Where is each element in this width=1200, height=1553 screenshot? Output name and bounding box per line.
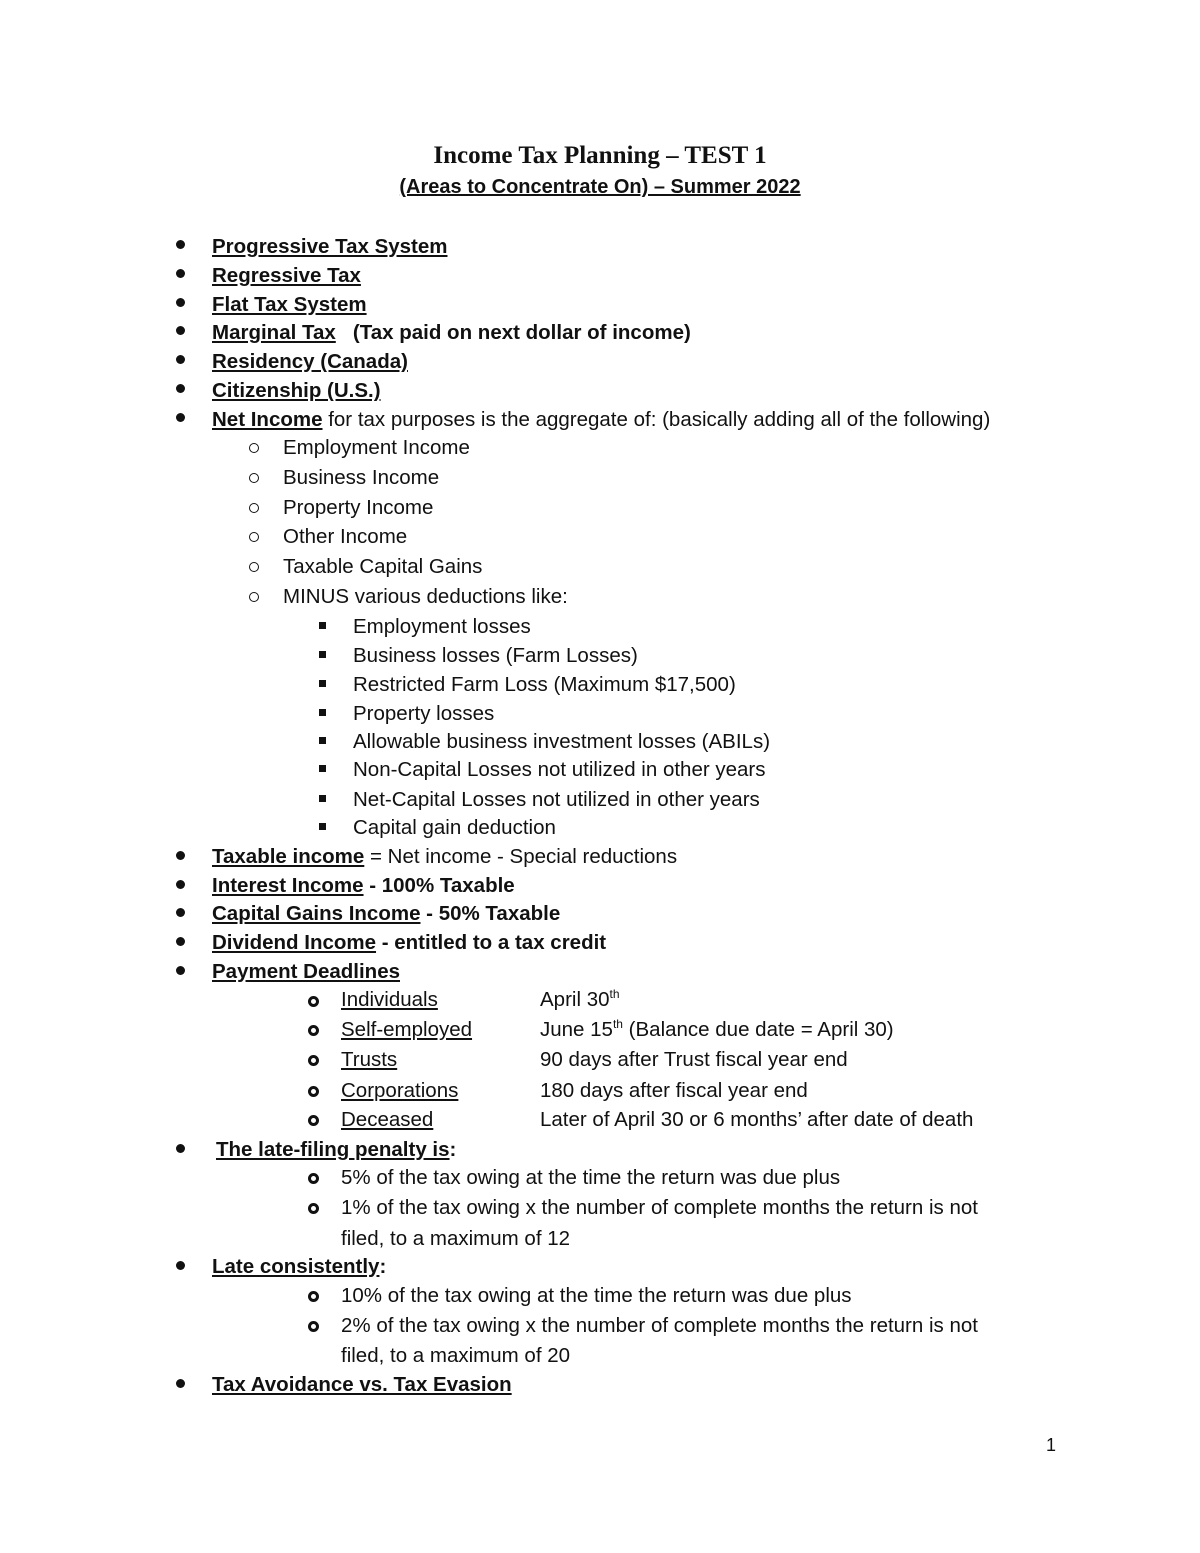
square-bullet-icon (319, 795, 326, 802)
square-bullet-icon (319, 680, 326, 687)
net-income-label: Net Income (212, 408, 323, 431)
dividend-income-label: Dividend Income (212, 931, 377, 954)
deadline-note: (Balance due date = April 30) (622, 1018, 894, 1041)
deadline-sup: th (612, 1017, 623, 1031)
item-citizenship: Citizenship (U.S.) (212, 379, 381, 402)
item-net-income (212, 407, 990, 433)
bullet-icon (176, 1144, 185, 1153)
bullet-icon (176, 269, 185, 278)
circle-bullet-icon (249, 503, 259, 513)
circle-bullet-icon (249, 532, 259, 542)
bullet-icon (176, 880, 185, 889)
list-item: 5% of the tax owing at the time the return was due plus (341, 1166, 841, 1189)
list-item: Net-Capital Losses not utilized in other years (353, 788, 760, 811)
circle-bullet-icon (308, 1055, 319, 1066)
page-number: 1 (1046, 1435, 1057, 1455)
marginal-note: (Tax paid on next dollar of income) (352, 321, 691, 344)
deadline-date: June 15 (540, 1018, 613, 1041)
capital-gains-label: Capital Gains Income (212, 902, 421, 925)
list-item: MINUS various deductions like: (283, 585, 568, 608)
list-item: Business Income (283, 466, 440, 489)
item-tax-avoidance: Tax Avoidance vs. Tax Evasion (212, 1373, 512, 1396)
capital-gains-text: - 50% Taxable (420, 902, 561, 925)
deadline-who: Trusts (341, 1048, 398, 1071)
deadline-who: Corporations (341, 1079, 459, 1102)
colon: : (449, 1138, 457, 1161)
bullet-icon (176, 908, 185, 917)
square-bullet-icon (319, 737, 326, 744)
bullet-icon (176, 413, 185, 422)
circle-bullet-icon (308, 1086, 319, 1097)
square-bullet-icon (319, 709, 326, 716)
circle-bullet-icon (308, 1173, 319, 1184)
circle-bullet-icon (308, 1203, 319, 1214)
bullet-icon (176, 355, 185, 364)
circle-bullet-icon (308, 996, 319, 1007)
marginal-label: Marginal Tax (212, 321, 336, 344)
late-filing-label: The late-filing penalty is (216, 1138, 450, 1161)
item-late-consistently (212, 1254, 386, 1280)
list-item: Other Income (283, 525, 408, 548)
item-interest-income (212, 873, 515, 899)
bullet-icon (176, 326, 185, 335)
item-marginal (212, 320, 691, 346)
item-taxable-income (212, 844, 677, 870)
list-item: Taxable Capital Gains (283, 555, 483, 578)
deadline-who: Individuals (341, 988, 438, 1011)
item-progressive: Progressive Tax System (212, 235, 448, 258)
net-income-text: for tax purposes is the aggregate of: (basically adding all of the following) (322, 408, 991, 431)
list-item: 1% of the tax owing x the number of complete months the return is not (341, 1196, 978, 1219)
square-bullet-icon (319, 622, 326, 629)
circle-bullet-icon (249, 473, 259, 483)
list-item: Property losses (353, 702, 495, 725)
item-dividend-income (212, 930, 606, 956)
circle-bullet-icon (308, 1291, 319, 1302)
deadline-sup: th (609, 987, 620, 1001)
item-residency: Residency (Canada) (212, 350, 408, 373)
list-item: Employment losses (353, 615, 531, 638)
document-subtitle: (Areas to Concentrate On) – Summer 2022 (399, 176, 801, 198)
list-item-continued: filed, to a maximum of 20 (341, 1344, 571, 1367)
square-bullet-icon (319, 651, 326, 658)
taxable-income-text: = Net income - Special reductions (364, 845, 678, 868)
late-consistently-label: Late consistently (212, 1255, 380, 1278)
bullet-icon (176, 1379, 185, 1388)
list-item: Property Income (283, 496, 434, 519)
bullet-icon (176, 966, 185, 975)
bullet-icon (176, 937, 185, 946)
circle-bullet-icon (308, 1321, 319, 1332)
bullet-icon (176, 384, 185, 393)
list-item: Capital gain deduction (353, 816, 556, 839)
item-regressive: Regressive Tax (212, 264, 361, 287)
document-title: Income Tax Planning – TEST 1 (433, 142, 767, 169)
deadline-date: April 30 (540, 988, 610, 1011)
bullet-icon (176, 298, 185, 307)
square-bullet-icon (319, 823, 326, 830)
interest-income-label: Interest Income (212, 874, 364, 897)
deadline-when: Later of April 30 or 6 months’ after date of death (540, 1108, 974, 1131)
deadline-who: Self-employed (341, 1018, 473, 1041)
list-item: 2% of the tax owing x the number of complete months the return is not (341, 1314, 978, 1337)
item-late-filing (216, 1137, 456, 1163)
item-capital-gains-income (212, 901, 560, 927)
interest-income-text: - 100% Taxable (363, 874, 515, 897)
list-item: Restricted Farm Loss (Maximum $17,500) (353, 673, 736, 696)
bullet-icon (176, 240, 185, 249)
list-item: Business losses (Farm Losses) (353, 644, 638, 667)
list-item: Employment Income (283, 436, 470, 459)
item-payment-deadlines: Payment Deadlines (212, 960, 400, 983)
deadline-when (540, 987, 620, 1013)
circle-bullet-icon (308, 1025, 319, 1036)
list-item: 10% of the tax owing at the time the return was due plus (341, 1284, 852, 1307)
taxable-income-label: Taxable income (212, 845, 365, 868)
deadline-when: 90 days after Trust fiscal year end (540, 1048, 848, 1071)
circle-bullet-icon (308, 1115, 319, 1126)
circle-bullet-icon (249, 562, 259, 572)
dividend-income-text: - entitled to a tax credit (376, 931, 607, 954)
circle-bullet-icon (249, 592, 259, 602)
colon: : (379, 1255, 387, 1278)
circle-bullet-icon (249, 443, 259, 453)
list-item-continued: filed, to a maximum of 12 (341, 1227, 571, 1250)
deadline-when (540, 1017, 894, 1043)
item-flat: Flat Tax System (212, 293, 367, 316)
bullet-icon (176, 851, 185, 860)
square-bullet-icon (319, 765, 326, 772)
list-item: Allowable business investment losses (ABILs) (353, 730, 771, 753)
deadline-who: Deceased (341, 1108, 434, 1131)
list-item: Non-Capital Losses not utilized in other years (353, 758, 766, 781)
bullet-icon (176, 1261, 185, 1270)
deadline-when: 180 days after fiscal year end (540, 1079, 808, 1102)
